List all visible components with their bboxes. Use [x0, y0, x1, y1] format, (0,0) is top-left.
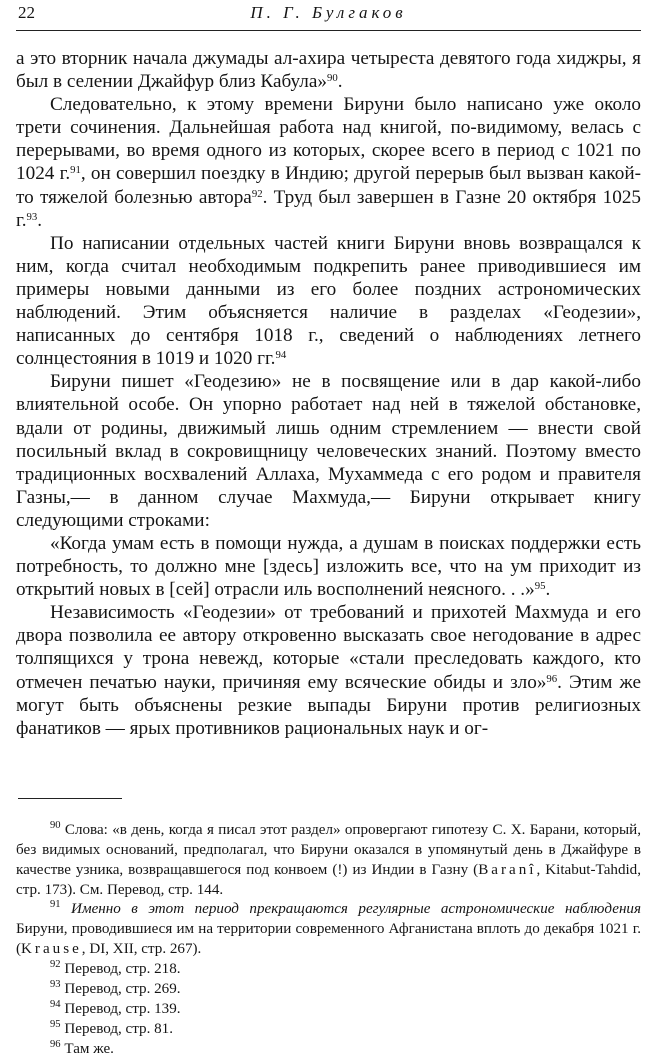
paragraph-text: Следовательно, к этому времени Бируни было написано уже около трети сочинения. Дальнейшая работа над книгой, по-видимому, велась с перерывами, во время одного из которых, скорее всего в период с 1021 по 1024 г.: [16, 94, 641, 185]
footnote-ref: 96: [546, 672, 558, 685]
paragraph-6: [16, 601, 641, 740]
spaced-author: Baranî: [478, 861, 537, 878]
footnote-ref: 93: [26, 210, 38, 223]
footnote-90: [16, 821, 641, 901]
footnote-96: [16, 1040, 641, 1060]
footnote-text: Перевод, стр. 218.: [64, 961, 181, 978]
footnote-text: Бируни, проводившиеся им на территории современного Афганистана вплоть до декабря 1021 г. (: [16, 921, 641, 958]
footnote-text: Там же.: [64, 1040, 114, 1057]
paragraph-text: Бируни пишет «Геодезию» не в посвящение или в дар какой-либо влиятельной особе. Он упорно работает над ней в тяжелой обстановке, вдали от родины, движимый лишь одним стремлением — внести свой посильный вклад в сокровищницу человеческих знаний. Поэтому вместо традиционных восхвалений Аллаха, Мухаммеда с его родом и правителя Газны,— в данном случае Махмуда,— Бируни открывает книгу следующими строками:: [16, 371, 641, 531]
footnote-text: , DI, XII, стр. 267).: [81, 941, 202, 958]
paragraph-text: .: [337, 71, 343, 93]
paragraph-text: «Когда умам есть в помощи нужда, а душам в поисках поддержки есть потребность, то должно мне [здесь] изложить все, что на ум приходит из открытий новых в [сей] отрасли иль восполнений неясного. . .»: [16, 532, 641, 601]
paragraph-3: [16, 232, 641, 371]
paragraph-text: . Этим же могут быть объяснены резкие выпады Бируни против религиозных фанатиков — ярых противников рациональных наук и ог-: [16, 671, 641, 739]
footnote-92: [16, 960, 641, 980]
footnote-ref: 94: [275, 349, 287, 362]
footnote-91: [16, 900, 641, 960]
paragraph-text: , он совершил поездку в Индию; другой перерыв был вызван какой-то тяжелой болезнью автора: [16, 163, 641, 208]
footnote-text: Перевод, стр. 269.: [64, 981, 181, 998]
footnote-ref: 90: [326, 72, 338, 85]
footnote-ref: 91: [70, 164, 81, 177]
footnote-text: , Kitabut-Tahdid, стр. 173). См. Перевод, стр. 144.: [16, 861, 642, 898]
footnote-number: 91: [50, 899, 61, 911]
paragraph-4: [16, 370, 641, 532]
running-head: П. Г. Булгаков: [250, 3, 407, 22]
footnotes: [16, 821, 641, 1060]
footnote-text: Слова: «в день, когда я писал этот раздел» опровергают гипотезу С. Х. Барани, который, без видимых оснований, предполагал, что Бируни оказался в упомянутый день в Джайфуре в качестве узника, возвращавшегося под конвоем (!) из Индии в Газну (: [16, 821, 641, 878]
paragraph-text: .: [545, 579, 551, 601]
footnote-number: 93: [50, 979, 61, 991]
footnote-93: [16, 980, 641, 1000]
spaced-author: Krause: [21, 941, 82, 958]
paragraph-text: . Труд был завершен в Газне 20 октября 1025 г.: [16, 186, 642, 231]
footnote-number: 90: [50, 820, 61, 831]
footnote-95: [16, 1020, 641, 1040]
footnote-number: 96: [50, 1038, 61, 1050]
paragraph-2: [16, 93, 641, 232]
italic-text: Именно в этот период прекращаются регулярные астрономические наблюдения: [71, 901, 641, 918]
footnote-94: [16, 1000, 641, 1020]
footnote-number: 92: [50, 959, 61, 971]
footnote-text: Перевод, стр. 139.: [64, 1000, 181, 1017]
footnote-divider: [18, 798, 122, 799]
footnote-ref: 95: [534, 580, 546, 593]
footnote-ref: 92: [251, 187, 263, 200]
page-header: [16, 0, 641, 31]
footnote-text: Перевод, стр. 81.: [64, 1020, 173, 1037]
footnote-number: 94: [50, 999, 61, 1011]
footnote-number: 95: [50, 1019, 61, 1031]
page-number: 22: [18, 3, 35, 22]
paragraph-1: [16, 47, 641, 93]
main-text: [16, 47, 641, 740]
paragraph-text: Независимость «Геодезии» от требований и прихотей Махмуда и его двора позволила ее автору откровенно высказать свое негодование в адрес толпящихся у трона невежд, которые «стали преследовать каждого, кто отмечен печатью науки, причиняя ему всяческие обиды и зло»: [16, 602, 641, 693]
quote-paragraph: [16, 532, 641, 601]
paragraph-text: По написании отдельных частей книги Бируни вновь возвращался к ним, когда считал необходимым подкрепить ранее приводившиеся им примеры новыми данными из его более поздних астрономических наблюдений. Этим объясняется наличие в разделах «Геодезии», написанных до сентября 1018 г., сведений о наблюдениях летнего солнцестояния в 1019 и 1020 гг.: [16, 232, 641, 370]
paragraph-text: .: [37, 209, 43, 231]
paragraph-text: а это вторник начала джумады ал-ахира четыреста девятого года хиджры, я был в селении Джайфур близ Кабула»: [16, 48, 641, 93]
